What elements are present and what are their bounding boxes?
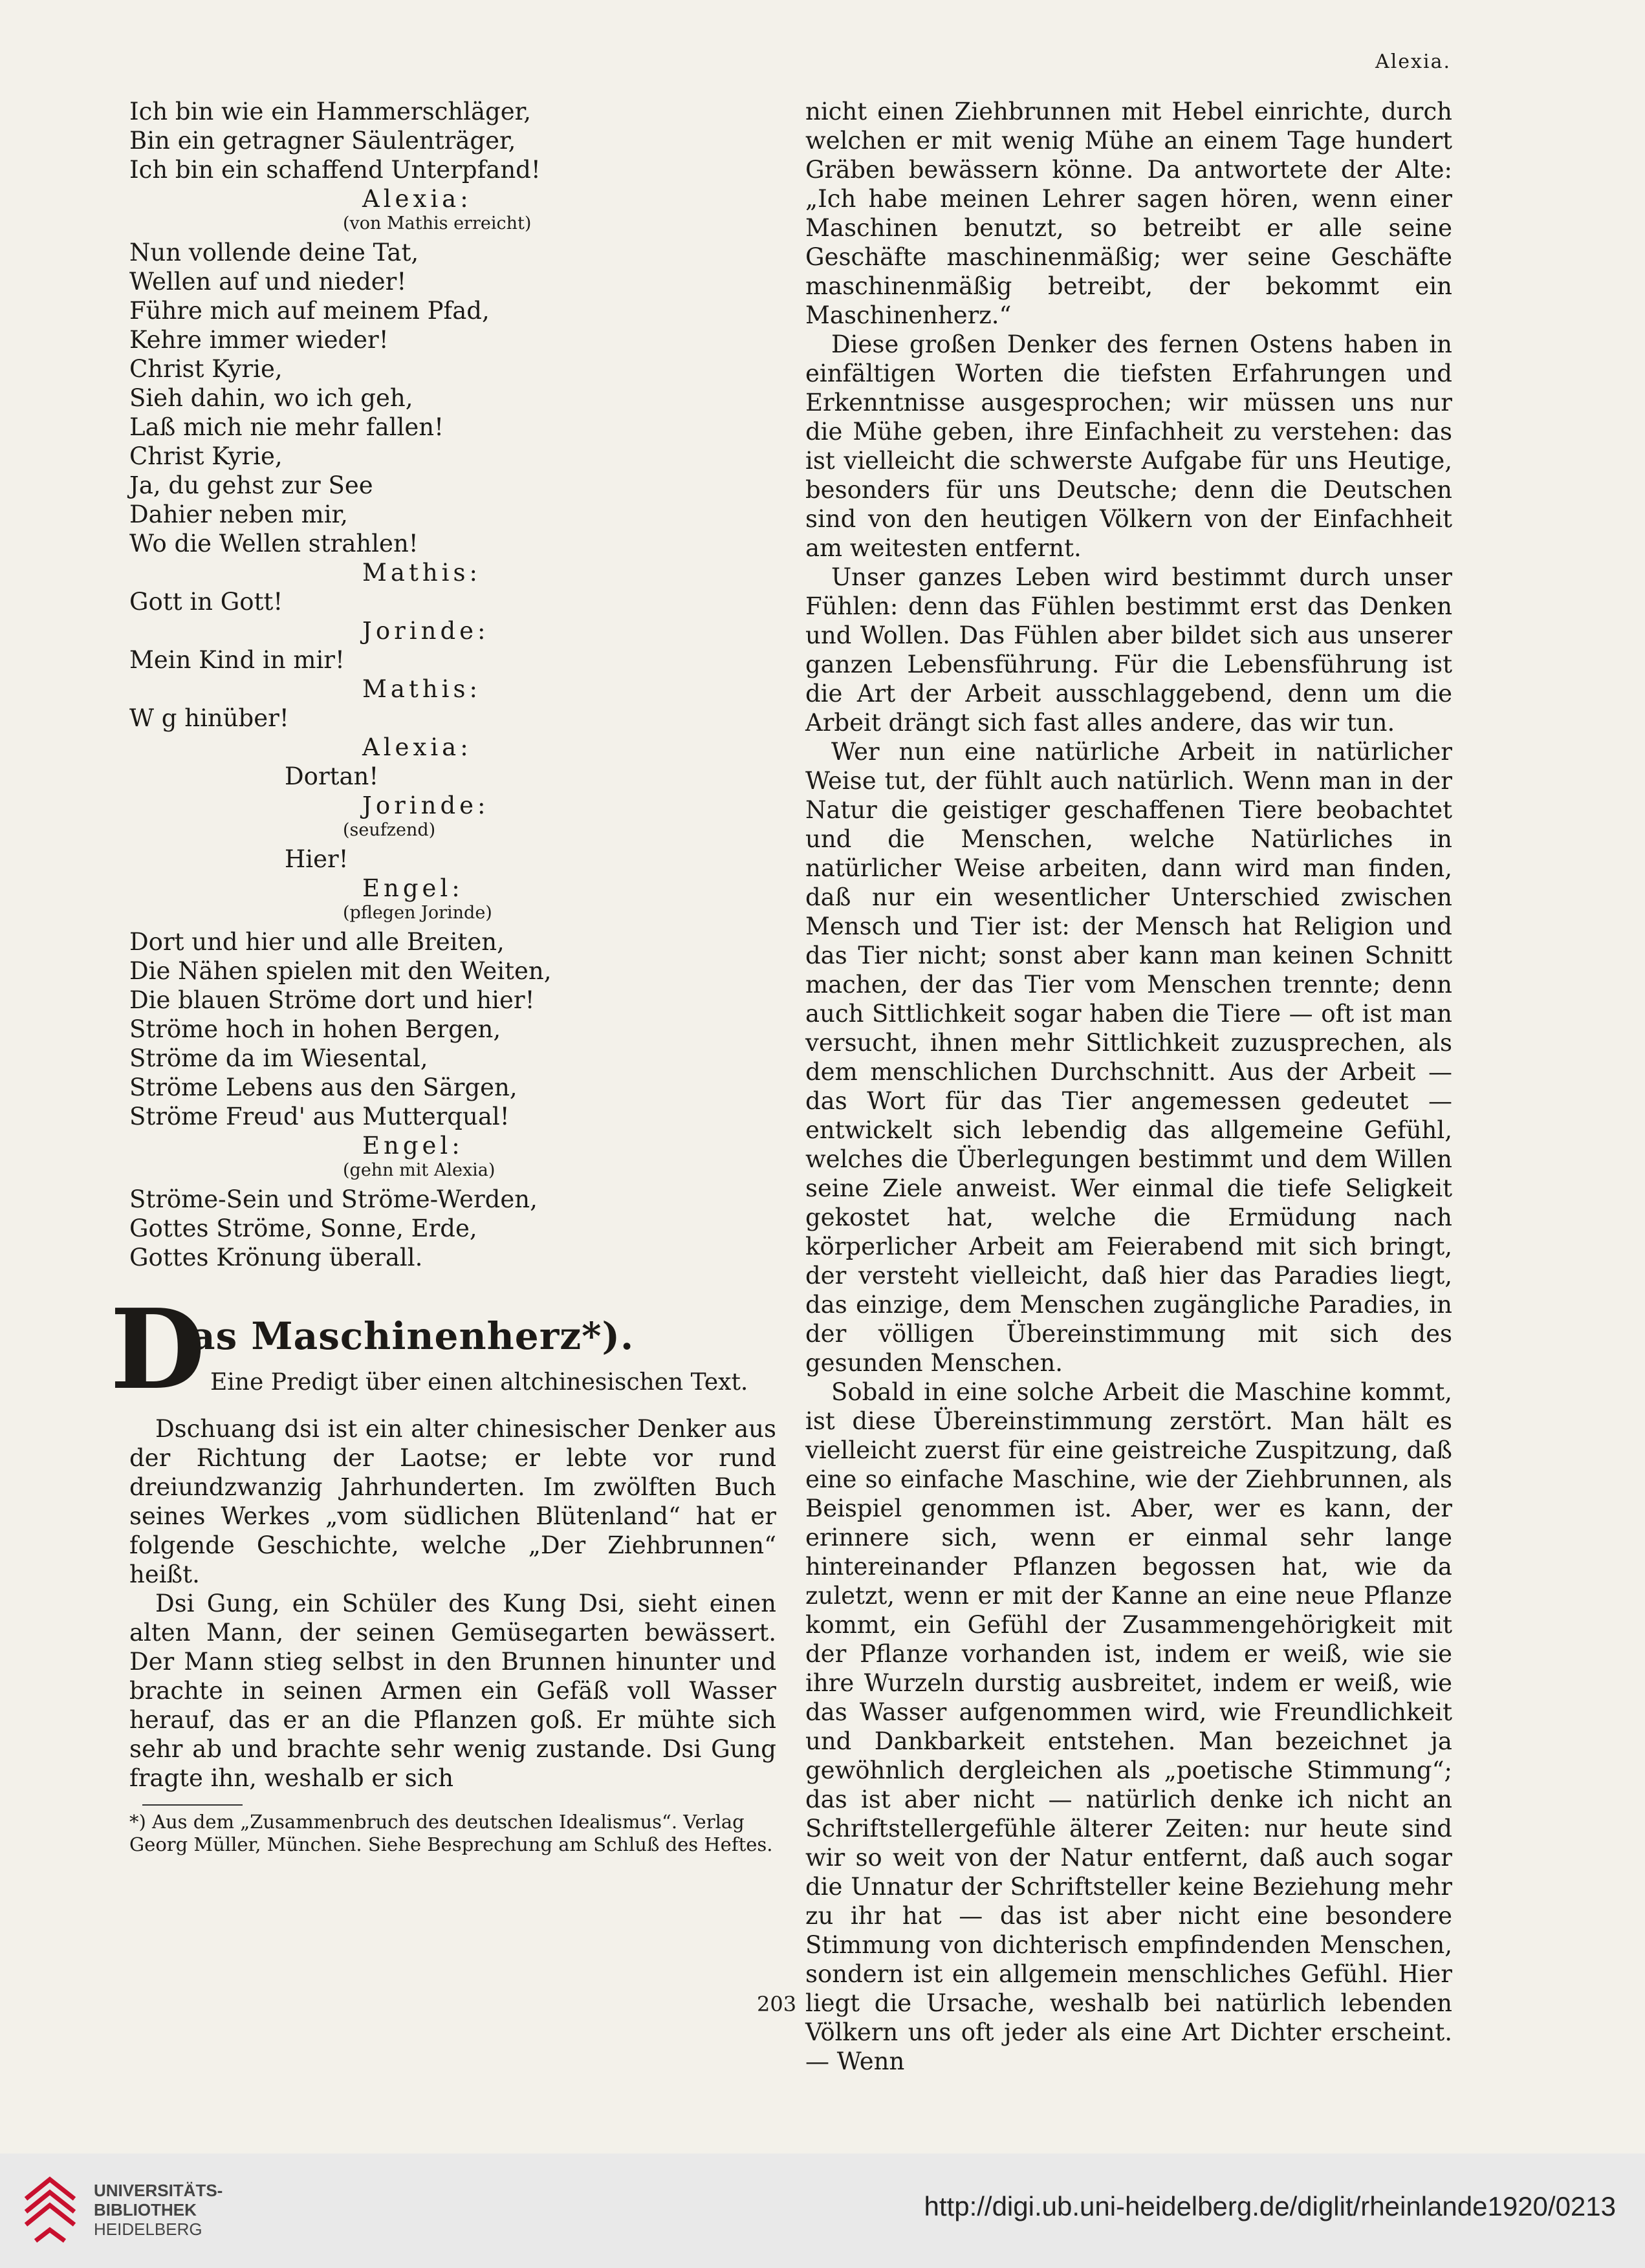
verse-line: Ströme hoch in hohen Bergen, xyxy=(129,1015,501,1043)
article-title-block xyxy=(110,1285,776,1414)
verse-line: Hier! xyxy=(285,845,349,873)
article-paragraph: Sobald in eine solche Arbeit die Maschine kommt, ist diese Übereinstimmung zerstört. Man hält es vielleicht zuerst für eine geistreiche Zuspitzung, daß eine so einfache Maschine, wie der Ziehbrunnen, als Beispiel genommen ist. Aber, wer es kann, der erinnere sich, wenn er einmal sehr lange hintereinander Pflanzen begossen hat, wie da zuletzt, wenn er mit der Kanne an eine neue Pflanze kommt, ein Gefühl der Zusammengehörigkeit mit der Pflanze vorhanden ist, indem er weiß, wie sie ihre Wurzeln durstig ausbreitet, indem er weiß, wie das Wasser aufgenommen wird, wie Freundlichkeit und Dankbarkeit entstehen. Man bezeichnet ja gewöhnlich dergleichen als „poetische Stimmung“; das ist aber nicht — natürlich denke ich nicht an Schriftstellergefühle älterer Zeiten: nur heute sind wir so weit von der Natur entfernt, daß auch sogar die Unnatur der Schriftsteller keine Beziehung mehr zu ihr hat — das ist aber nicht eine besondere Stimmung von dichterisch empfindenden Menschen, sondern ist ein allgemein menschliches Gefühl. Hier liegt die Ursache, weshalb bei natürlich lebenden Völkern uns oft jeder als eine Art Dichter erscheint. — Wenn xyxy=(805,1378,1452,2075)
article-title: as Maschinenherz*). xyxy=(191,1314,635,1358)
verse-line: Dahier neben mir, xyxy=(129,501,348,528)
running-title: Alexia. xyxy=(1375,50,1451,73)
verse-line: Ich bin ein schaffend Unterpfand! xyxy=(129,156,541,184)
library-name-line: BIBLIOTHEK xyxy=(94,2200,197,2219)
verse-line: Ja, du gehst zur See xyxy=(129,471,373,499)
verse-line: Nun vollende deine Tat, xyxy=(129,239,419,266)
drop-cap-initial: D xyxy=(110,1285,206,1414)
library-name[interactable] xyxy=(94,2181,223,2239)
library-name-line: HEIDELBERG xyxy=(94,2219,202,2239)
verse-line: Dortan! xyxy=(285,762,379,790)
footnote: *) Aus dem „Zusammenbruch des deutschen Idealismus“. Verlag Georg Müller, München. Siehe Besprechung am Schluß des Heftes. xyxy=(129,1811,773,1855)
poem-verses xyxy=(129,97,776,1272)
verse-line: W g hinüber! xyxy=(129,704,289,732)
speaker-name: Jorinde: xyxy=(362,792,490,819)
speaker-name: Engel: xyxy=(362,874,464,902)
article-paragraph: Dschuang dsi ist ein alter chinesischer Denker aus der Richtung der Laotse; er lebte vor rund dreiundzwanzig Jahrhunderten. Im zwölften Buch seines Werkes „vom südlichen Blütenland“ hat er folgende Geschichte, welche „Der Ziehbrunnen“ heißt. xyxy=(129,1415,776,1588)
library-footer xyxy=(0,2154,1645,2268)
verse-line: Sieh dahin, wo ich geh, xyxy=(129,384,413,412)
verse-line: Christ Kyrie, xyxy=(129,355,283,383)
verse-line: Christ Kyrie, xyxy=(129,442,283,470)
article-subtitle: Eine Predigt über einen altchinesischen Text. xyxy=(210,1369,748,1396)
verse-line: Laß mich nie mehr fallen! xyxy=(129,413,444,441)
verse-line: Ströme Lebens aus den Särgen, xyxy=(129,1074,517,1101)
verse-line: Gottes Krönung überall. xyxy=(129,1244,423,1271)
footnote-divider xyxy=(142,1804,243,1806)
verse-line: Mein Kind in mir! xyxy=(129,646,345,674)
verse-line: Ströme-Sein und Ströme-Werden, xyxy=(129,1185,538,1213)
article-paragraph: Unser ganzes Leben wird bestimmt durch unser Fühlen: denn das Fühlen bestimmt erst das Denken und Wollen. Das Fühlen aber bildet sich aus unserer ganzen Lebensführung. Für die Lebensführung ist die Art der Arbeit ausschlaggebend, denn um die Arbeit drängt sich fast alles andere, das wir tun. xyxy=(805,563,1452,737)
page-number: 203 xyxy=(757,1992,797,2016)
stage-direction: (gehn mit Alexia) xyxy=(343,1160,496,1180)
speaker-name: Alexia: xyxy=(362,733,472,761)
verse-line: Führe mich auf meinem Pfad, xyxy=(129,297,490,325)
stage-direction: (pflegen Jorinde) xyxy=(343,903,492,923)
verse-line: Wellen auf und nieder! xyxy=(129,268,407,296)
article-paragraph: Diese großen Denker des fernen Ostens haben in einfältigen Worten die tiefsten Erfahrungen und Erkenntnisse ausgesprochen; wir müssen uns nur die Mühe geben, ihre Einfachheit zu verstehen: das ist vielleicht die schwerste Aufgabe für uns Heutige, besonders für uns Deutsche; denn die Deutschen sind von den heutigen Völkern von der Einfachheit am weitesten entfernt. xyxy=(805,330,1452,562)
article-paragraph: nicht einen Ziehbrunnen mit Hebel einrichte, durch welchen er mit wenig Mühe an einem Tage hundert Gräben bewässern könne. Da antwortete der Alte: „Ich habe meinen Lehrer sagen hören, wenn einer Maschinen benutzt, so betreibt er alle seine Geschäfte maschinenmäßig; wer seine Geschäfte maschinenmäßig betreibt, der bekommt ein Maschinenherz.“ xyxy=(805,98,1452,329)
speaker-name: Engel: xyxy=(362,1132,464,1160)
verse-line: Die blauen Ströme dort und hier! xyxy=(129,986,535,1014)
verse-line: Die Nähen spielen mit den Weiten, xyxy=(129,957,552,985)
source-url-link[interactable]: http://digi.ub.uni-heidelberg.de/diglit/rheinlande1920/0213 xyxy=(924,2191,1616,2221)
article-paragraph: Wer nun eine natürliche Arbeit in natürlicher Weise tut, der fühlt auch natürlich. Wenn man in der Natur die geistiger geschaffenen Tiere beobachtet und die Menschen, welche Natürliches in natürlicher Weise arbeiten, dann wird man finden, daß nur ein wesentlicher Unterschied zwischen Mensch und Tier ist: der Mensch hat Religion und das Tier nicht; sonst aber kann man keinen Schnitt machen, der das Tier vom Menschen trennte; denn auch Sittlichkeit sogar haben die Tiere — oft ist man versucht, ihnen mehr Sittlichkeit zuzusprechen, als dem menschlichen Durchschnitt. Aus der Arbeit — das Wort für das Tier angemessen gedeutet — entwickelt sich lebendig das allgemeine Gefühl, welches die Überlegungen bestimmt und dem Willen seine Ziele anweist. Wer einmal die tiefe Seligkeit gekostet hat, welche die Ermüdung nach körperlicher Arbeit am Feierabend mit sich bringt, der versteht vielleicht, daß hier das Paradies liegt, das einzige, dem Menschen zugängliche Paradies, in der völligen Übereinstimmung mit sich des gesunden Menschen. xyxy=(805,738,1452,1377)
right-column xyxy=(805,97,1452,2076)
speaker-name: Alexia: xyxy=(362,185,472,213)
verse-line: Wo die Wellen strahlen! xyxy=(129,530,419,557)
verse-line: Dort und hier und alle Breiten, xyxy=(129,928,505,956)
verse-line: Ströme Freud' aus Mutterqual! xyxy=(129,1103,510,1130)
left-column xyxy=(110,97,776,1856)
library-logo-icon[interactable] xyxy=(19,2173,81,2247)
stage-direction: (seufzend) xyxy=(343,820,436,840)
stage-direction: (von Mathis erreicht) xyxy=(343,213,532,233)
speaker-name: Mathis: xyxy=(362,675,481,703)
verse-line: Gottes Ströme, Sonne, Erde, xyxy=(129,1215,477,1242)
speaker-name: Mathis: xyxy=(362,559,481,587)
speaker-name: Jorinde: xyxy=(362,617,490,645)
verse-line: Kehre immer wieder! xyxy=(129,326,389,354)
verse-line: Ich bin wie ein Hammerschläger, xyxy=(129,98,531,125)
article-paragraph: Dsi Gung, ein Schüler des Kung Dsi, sieht einen alten Mann, der seinen Gemüsegarten bewässert. Der Mann stieg selbst in den Brunnen hinunter und brachte in seinen Armen ein Gefäß voll Wasser herauf, das er an die Pflanzen goß. Er mühte sich sehr ab und brachte sehr wenig zustande. Dsi Gung fragte ihn, weshalb er sich xyxy=(129,1590,776,1792)
verse-line: Bin ein getragner Säulenträger, xyxy=(129,127,516,155)
verse-line: Gott in Gott! xyxy=(129,588,283,616)
verse-line: Ströme da im Wiesental, xyxy=(129,1044,428,1072)
library-name-line: UNIVERSITÄTS- xyxy=(94,2181,223,2200)
